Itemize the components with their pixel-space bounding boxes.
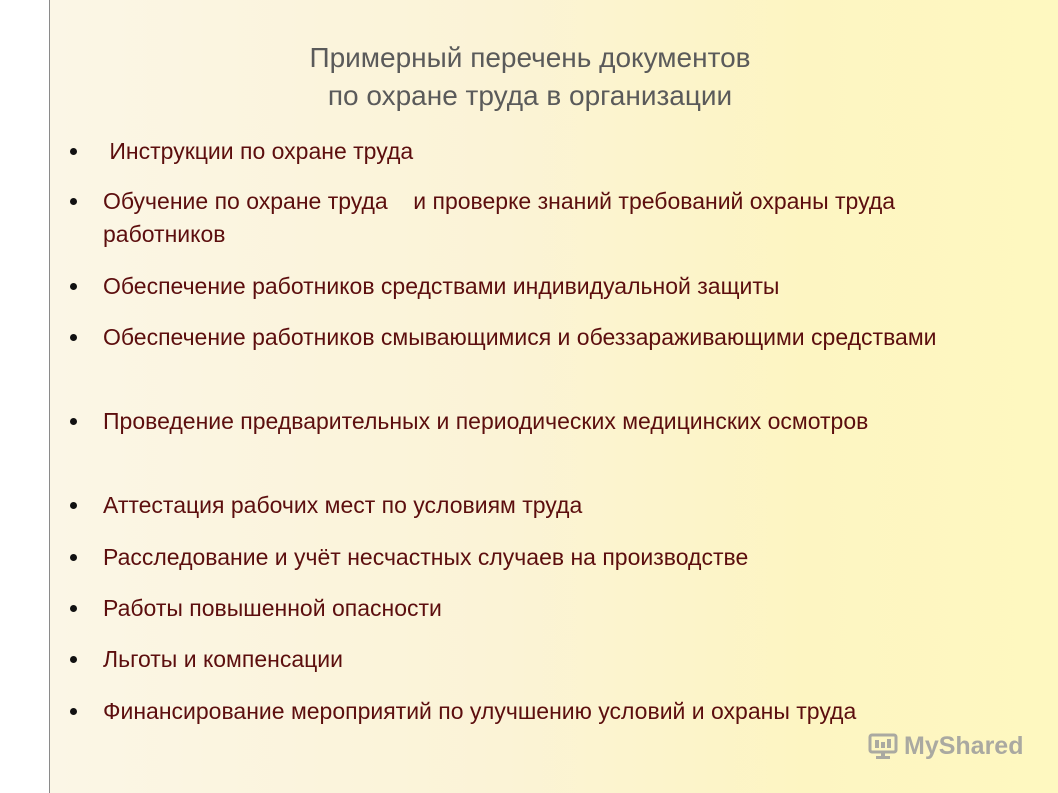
list-item-text: Работы повышенной опасности	[103, 595, 442, 621]
slide-title-line-1: Примерный перечень документов	[309, 42, 751, 73]
list-item	[70, 643, 1008, 676]
presentation-board-icon	[868, 731, 898, 761]
bullet-icon	[70, 418, 77, 425]
bullet-icon	[70, 334, 77, 341]
bullet-icon	[70, 283, 77, 290]
bullet-icon	[70, 198, 77, 205]
list-item-text: Финансирование мероприятий по улучшению условий и охраны труда	[103, 698, 857, 724]
list-item-text: Обучение по охране труда и проверке знаний требований охраны труда работников	[103, 188, 902, 247]
list-item	[70, 489, 1008, 522]
list-item	[70, 321, 1008, 354]
list-item	[70, 405, 1008, 438]
list-item-text: Обеспечение работников средствами индивидуальной защиты	[103, 273, 780, 299]
watermark-text: MyShared	[904, 731, 1024, 760]
bullet-icon	[70, 148, 77, 155]
bullet-icon	[70, 502, 77, 509]
bullet-icon	[70, 708, 77, 715]
list-item	[70, 270, 1008, 303]
watermark-logo	[868, 728, 1023, 764]
list-item-text: Инструкции по охране труда	[103, 138, 414, 164]
list-item	[70, 541, 1008, 574]
list-item-text: Проведение предварительных и периодических медицинских осмотров	[103, 408, 869, 434]
slide	[49, 0, 1058, 793]
list-item-text: Льготы и компенсации	[103, 646, 343, 672]
list-item	[70, 185, 1008, 251]
list-item-text: Аттестация рабочих мест по условиям труда	[103, 492, 583, 518]
list-item-text: Расследование и учёт несчастных случаев на производстве	[103, 544, 749, 570]
list-item	[70, 592, 1008, 625]
list-item	[70, 135, 1008, 168]
bullet-icon	[70, 656, 77, 663]
list-item	[70, 695, 1008, 728]
slide-title-line-2: по охране труда в организации	[327, 80, 733, 111]
bullet-icon	[70, 554, 77, 561]
bullet-icon	[70, 605, 77, 612]
list-item-text: Обеспечение работников смывающимися и обеззараживающими средствами	[103, 324, 937, 350]
document-list	[50, 0, 1058, 793]
